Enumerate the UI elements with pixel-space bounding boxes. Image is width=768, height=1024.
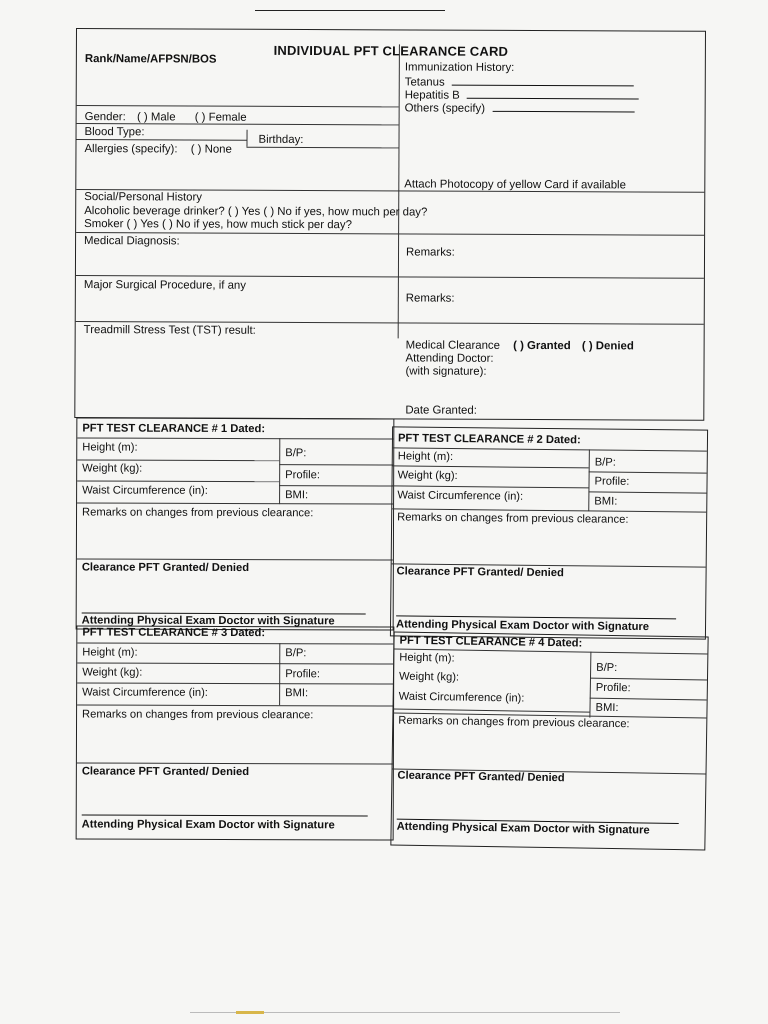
waist-label: Waist Circumference (in): [398,690,525,705]
waist-label: Waist Circumference (in): [82,484,208,497]
none-option[interactable]: ( ) None [190,143,232,156]
others-field[interactable] [492,101,634,113]
social-history-label: Social/Personal History [84,191,203,204]
profile-label: Profile: [594,475,630,488]
weight-label: Weight (kg): [397,469,458,483]
immunization-label: Immunization History: [404,61,515,74]
others-row [405,100,635,116]
pft-title: PFT TEST CLEARANCE # 4 Dated: [399,634,583,650]
scan-yellow-mark [236,1011,264,1014]
weight-label: Weight (kg): [82,666,143,679]
pft-clearance-4 [390,632,708,851]
medical-clearance-label: Medical Clearance [405,339,500,352]
waist-label: Waist Circumference (in): [82,686,208,699]
allergies-label: Allergies (specify): [84,143,178,156]
date-granted-label: Date Granted: [405,404,477,417]
doctor-signature-label: Attending Physical Exam Doctor with Signature [81,614,335,628]
bmi-label: BMI: [285,489,309,502]
with-signature-label: (with signature): [405,365,487,378]
height-label: Height (m): [397,450,454,463]
divider [77,105,399,107]
remarks-changes-label: Remarks on changes from previous clearance: [397,511,629,526]
tetanus-label: Tetanus [404,76,445,89]
weight-label: Weight (kg): [82,462,143,475]
doctor-signature-label: Attending Physical Exam Doctor with Signature [81,818,335,832]
treadmill-label: Treadmill Stress Test (TST) result: [83,324,256,337]
divider [76,275,704,279]
remarks-changes-label: Remarks on changes from previous clearance: [82,506,314,520]
female-option[interactable]: ( ) Female [194,111,247,124]
card-title: INDIVIDUAL PFT CLEARANCE CARD [273,42,509,59]
clearance-card [74,28,706,421]
divider [77,139,247,141]
profile-label: Profile: [285,668,321,681]
birthday-divider [246,130,247,147]
pft-clearance-1 [76,417,395,630]
divider [77,123,399,125]
height-label: Height (m): [82,441,138,454]
remarks-changes-label: Remarks on changes from previous clearance: [398,714,630,731]
remarks-changes-label: Remarks on changes from previous clearance: [82,708,314,722]
remarks-label: Remarks: [405,246,455,259]
hepatitis-field[interactable] [467,88,639,100]
bmi-label: BMI: [595,701,619,715]
bp-label: B/P: [285,447,307,460]
denied-option[interactable]: ( ) Denied [581,340,634,353]
clearance-granted-denied: Clearance PFT Granted/ Denied [81,561,250,575]
male-option[interactable]: ( ) Male [136,111,176,124]
divider [246,147,398,149]
blood-type-label: Blood Type: [84,126,145,139]
attending-doctor-label: Attending Doctor: [405,352,494,365]
pft-title: PFT TEST CLEARANCE # 2 Dated: [397,432,581,447]
medical-clearance-row [406,339,634,353]
pft-title: PFT TEST CLEARANCE # 1 Dated: [82,422,266,436]
clearance-granted-denied: Clearance PFT Granted/ Denied [396,565,564,580]
weight-label: Weight (kg): [398,670,460,684]
doctor-signature-label: Attending Physical Exam Doctor with Signature [395,618,650,634]
surgical-label: Major Surgical Procedure, if any [83,279,246,292]
pft-clearance-3 [76,625,395,840]
height-label: Height (m): [82,646,138,659]
profile-label: Profile: [595,681,631,695]
tetanus-field[interactable] [452,75,634,87]
others-label: Others (specify) [404,102,486,115]
bp-label: B/P: [594,456,616,469]
alcohol-question: Alcoholic beverage drinker? ( ) Yes ( ) No if yes, how much per day? [84,205,428,219]
birthday-label: Birthday: [258,133,304,146]
attach-note: Attach Photocopy of yellow Card if available [404,178,626,192]
waist-label: Waist Circumference (in): [397,489,524,503]
signature-line[interactable] [82,814,368,816]
rank-name-label: Rank/Name/AFPSN/BOS [84,53,217,66]
medical-diagnosis-label: Medical Diagnosis: [84,235,180,248]
bp-label: B/P: [285,647,307,660]
pft-title: PFT TEST CLEARANCE # 3 Dated: [82,626,266,640]
hepatitis-label: Hepatitis B [404,89,460,102]
scan-top-edge [255,10,445,11]
doctor-signature-label: Attending Physical Exam Doctor with Signature [396,820,650,837]
bmi-label: BMI: [594,495,618,508]
height-label: Height (m): [399,651,455,665]
gender-label: Gender: [84,111,126,124]
bp-label: B/P: [596,661,618,675]
clearance-granted-denied: Clearance PFT Granted/ Denied [397,769,565,785]
profile-label: Profile: [285,469,321,482]
bmi-label: BMI: [285,687,309,700]
pft-clearance-2 [390,426,708,639]
remarks-label: Remarks: [405,292,455,305]
smoker-question: Smoker ( ) Yes ( ) No if yes, how much stick per day? [84,218,352,232]
granted-option[interactable]: ( ) Granted [513,339,571,353]
clearance-granted-denied: Clearance PFT Granted/ Denied [81,765,250,779]
allergies-row [84,143,231,157]
